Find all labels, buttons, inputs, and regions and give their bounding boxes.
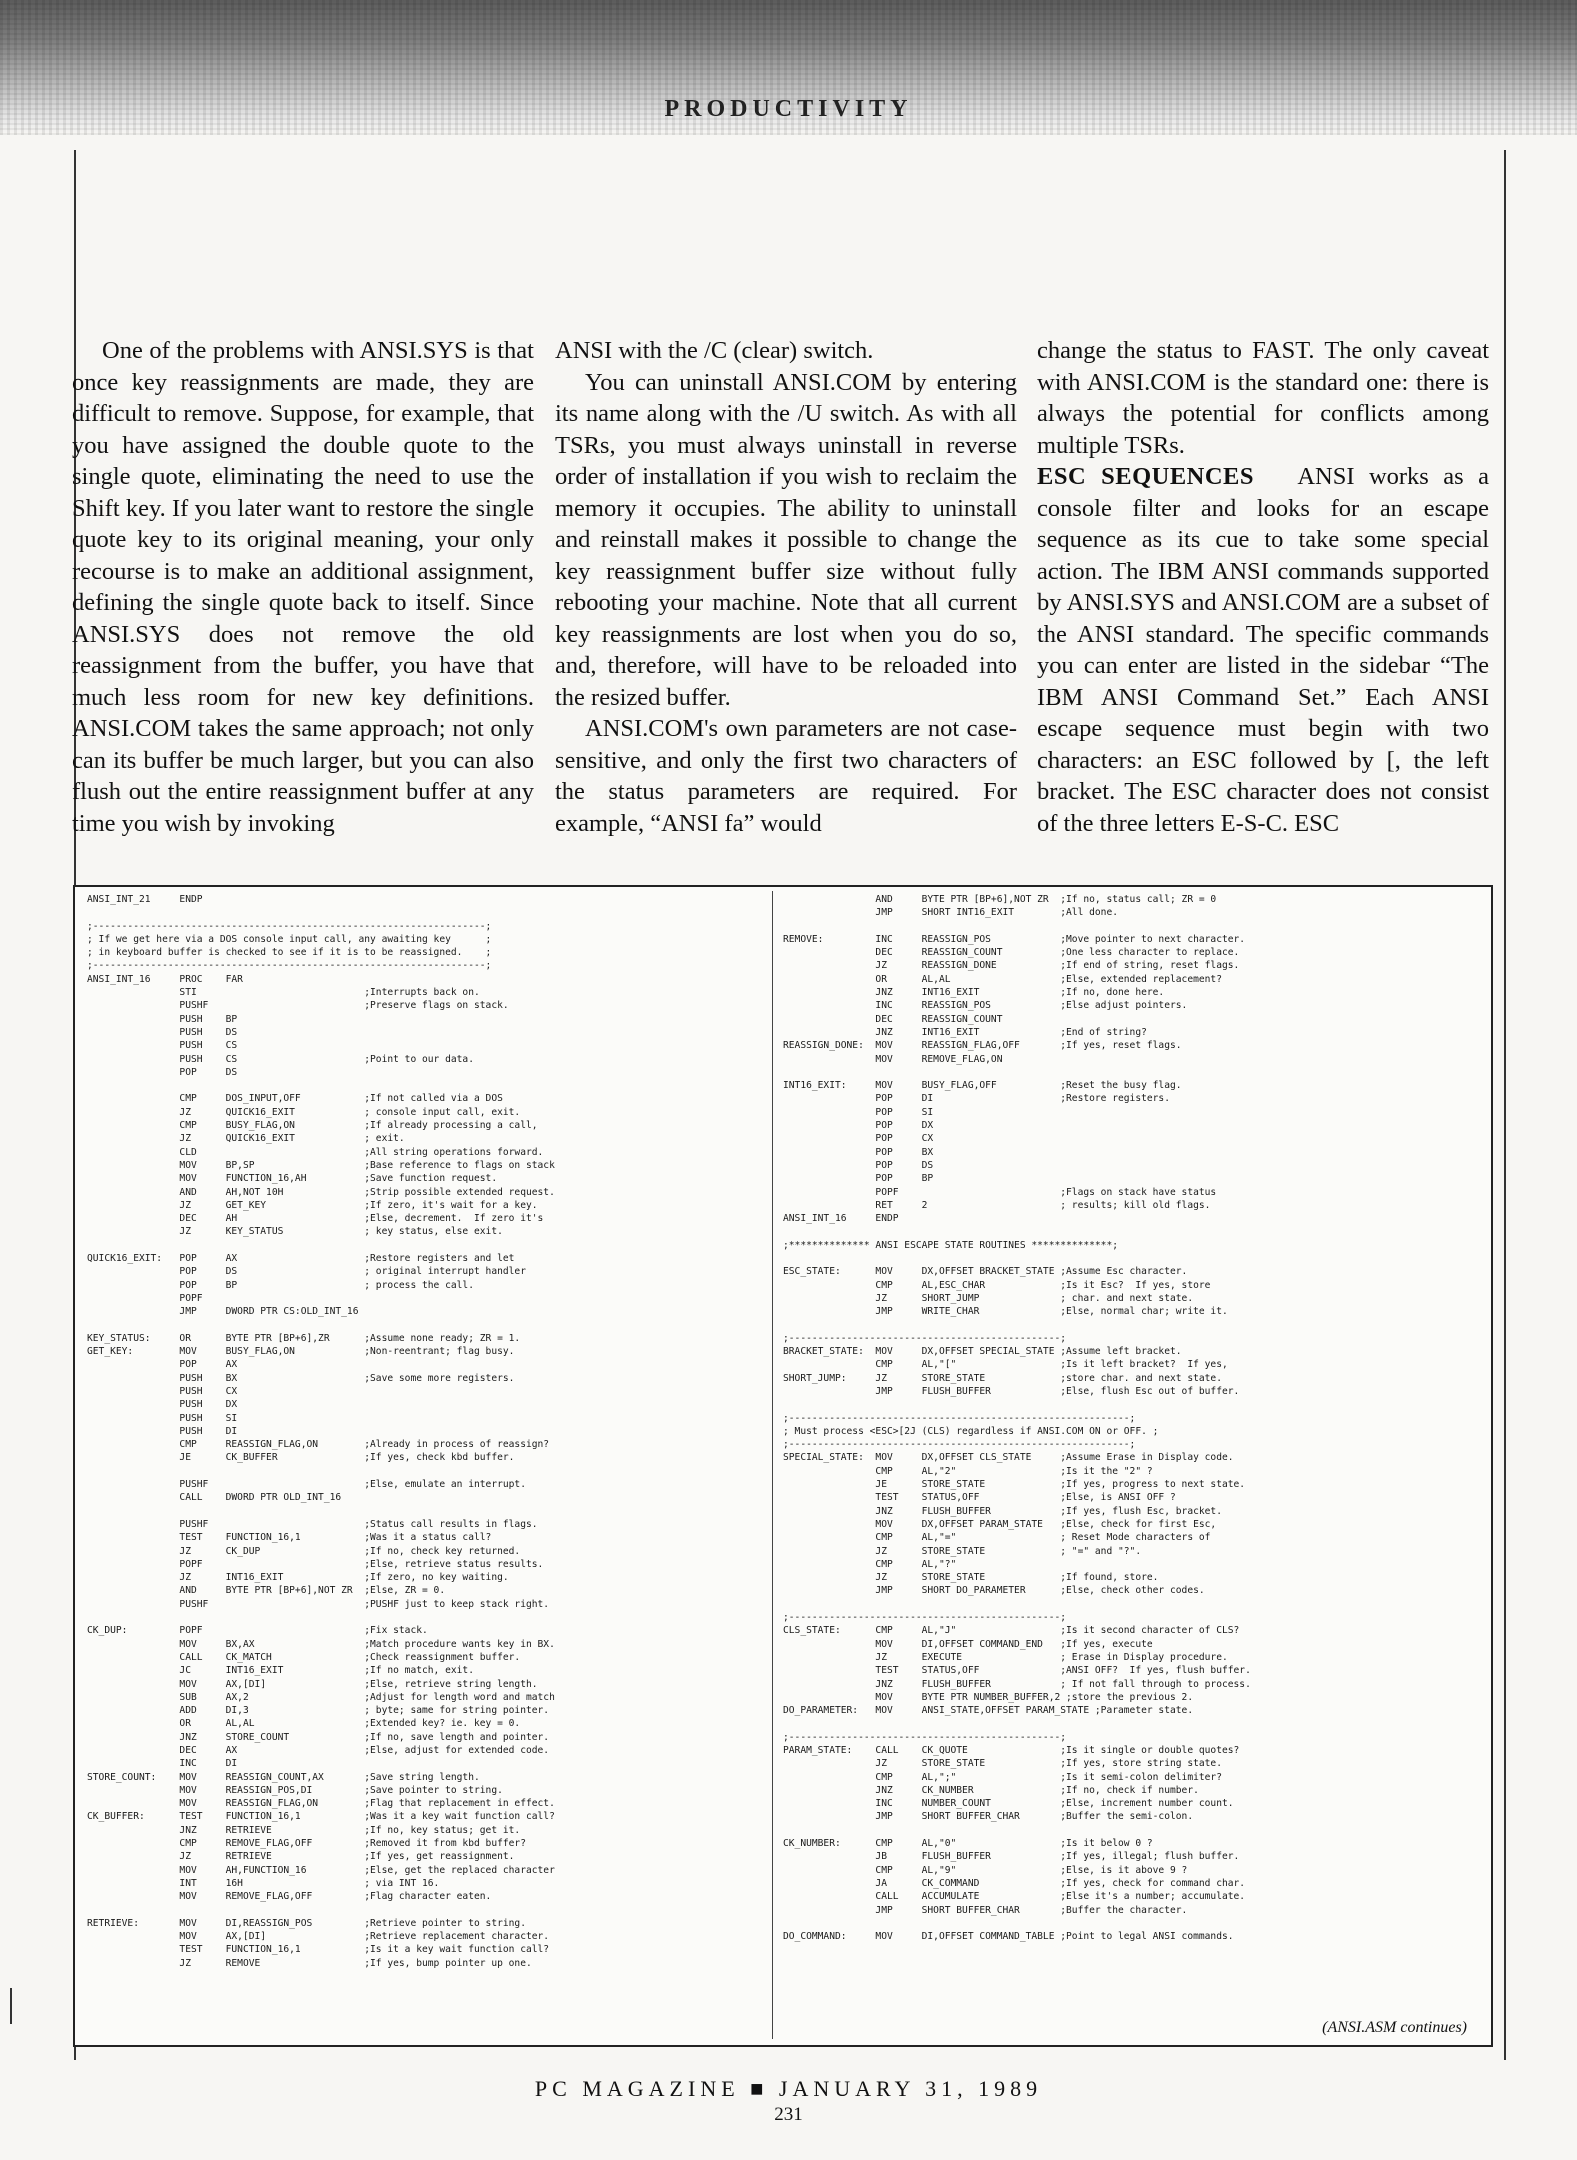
- text-column-3: [1037, 335, 1489, 839]
- paragraph-with-subhead: [1037, 461, 1489, 839]
- code-listing-box: [73, 885, 1493, 2047]
- paragraph: You can uninstall ANSI.COM by entering its name along with the /U switch. As with all TSRs, you must always uninstall in reverse order of installation if you wish to reclaim the memory it occupies. The ability to uninstall and reinstall makes it possible to change the key reassignment buffer size without fully rebooting your machine. Note that all current key reassignments are lost when you do so, and, therefore, will have to be reloaded into the resized buffer.: [555, 368, 1017, 711]
- paragraph: ANSI.COM's own parameters are not case-sensitive, and only the first two characters of the status parameters are required. For example, “ANSI fa” would: [555, 715, 1017, 837]
- column-divider: [772, 891, 773, 2039]
- paragraph-text: ANSI works as a console filter and looks for an escape sequence as its cue to take some special action. The IBM ANSI commands supported by ANSI.SYS and ANSI.COM are a subset of the ANSI standard. The specific commands you can enter are listed in the sidebar “The IBM ANSI Command Set.” Each ANSI escape sequence must begin with two characters: an ESC followed by [, the left bracket. The ESC character does not consist of the three letters E-S-C. ESC: [1037, 463, 1490, 837]
- page-footer: PC MAGAZINE ■ JANUARY 31, 1989: [534, 2076, 1043, 2101]
- text-column-1: [72, 335, 534, 839]
- paragraph: One of the problems with ANSI.SYS is that once key reassignments are made, they are difficult to remove. Suppose, for example, that you have assigned the double quote to the single quote, eliminating the need to use the Shift key. If you later want to restore the single quote key to its original meaning, your only recourse is to make an additional assignment, defining the single quote back to itself. Since ANSI.SYS does not remove the old reassignment from the buffer, you have that much less room for new key definitions. ANSI.COM takes the same approach; not only can its buffer be much larger, but you can also flush out the entire reassignment buffer at any time you wish by invoking: [72, 337, 534, 837]
- page-number: 231: [774, 2104, 803, 2125]
- code-listing-left: ANSI_INT_21 ENDP ;--------------------------------------------------------------------; ; If we get here via a DOS console input call, any awaiting key ; ; in keyboard buffer is checked to see if it is to be reassigned. ; ;--------------------------------------------------------------------; ANSI_INT_16 PROC FAR STI ;Interrupts back on. PUSHF ;Preserve flags on stack. PUSH BP PUSH DS PUSH CS PUSH CS ;Point to our data. POP DS CMP DOS_INPUT,OFF ;If not called via a DOS JZ QUICK16_EXIT ; console input call, exit. CMP BUSY_FLAG,ON ;If already processing a call, JZ QUICK16_EXIT ; exit. CLD ;All string operations forward. MOV BP,SP ;Base reference to flags on stack MOV FUNCTION_16,AH ;Save function request. AND AH,NOT 10H ;Strip possible extended request. JZ GET_KEY ;If zero, it's wait for a key. DEC AH ;Else, decrement. If zero it's JZ KEY_STATUS ; key status, else exit. QUICK16_EXIT: POP AX ;Restore registers and let POP DS ; original interrupt handler POP BP ; process the call. POPF JMP DWORD PTR CS:OLD_INT_16 KEY_STATUS: OR BYTE PTR [BP+6],ZR ;Assume none ready; ZR = 1. GET_KEY: MOV BUSY_FLAG,ON ;Non-reentrant; flag busy. POP AX PUSH BX ;Save some more registers. PUSH CX PUSH DX PUSH SI PUSH DI CMP REASSIGN_FLAG,ON ;Already in process of reassign? JE CK_BUFFER ;If yes, check kbd buffer. PUSHF ;Else, emulate an interrupt. CALL DWORD PTR OLD_INT_16 PUSHF ;Status call results in flags. TEST FUNCTION_16,1 ;Was it a status call? JZ CK_DUP ;If no, check key returned. POPF ;Else, retrieve status results. JZ INT16_EXIT ;If zero, no key waiting. AND BYTE PTR [BP+6],NOT ZR ;Else, ZR = 0. PUSHF ;PUSHF just to keep stack right. CK_DUP: POPF ;Fix stack. MOV BX,AX ;Match procedure wants key in BX. CALL CK_MATCH ;Check reassignment buffer. JC INT16_EXIT ;If no match, exit. MOV AX,[DI] ;Else, retrieve string length. SUB AX,2 ;Adjust for length word and match ADD DI,3 ; byte; same for string pointer. OR AL,AL ;Extended key? ie. key = 0. JNZ STORE_COUNT ;If no, save length and pointer. DEC AX ;Else, adjust for extended code. INC DI STORE_COUNT: MOV REASSIGN_COUNT,AX ;Save string length. MOV REASSIGN_POS,DI ;Save pointer to string. MOV REASSIGN_FLAG,ON ;Flag that replacement in effect. CK_BUFFER: TEST FUNCTION_16,1 ;Was it a key wait function call? JNZ RETRIEVE ;If no, key status; get it. CMP REMOVE_FLAG,OFF ;Removed it from kbd buffer? JZ RETRIEVE ;If yes, get reassignment. MOV AH,FUNCTION_16 ;Else, get the replaced character INT 16H ; via INT 16. MOV REMOVE_FLAG,OFF ;Flag character eaten. RETRIEVE: MOV DI,REASSIGN_POS ;Retrieve pointer to string. MOV AX,[DI] ;Retrieve replacement character. TEST FUNCTION_16,1 ;Is it a key wait function call? JZ REMOVE ;If yes, bump pointer up one.: [87, 894, 555, 1969]
- paragraph: ANSI with the /C (clear) switch.: [555, 337, 874, 364]
- code-listing-right: AND BYTE PTR [BP+6],NOT ZR ;If no, status call; ZR = 0 JMP SHORT INT16_EXIT ;All done. REMOVE: INC REASSIGN_POS ;Move pointer to next character. DEC REASSIGN_COUNT ;One less character to replace. JZ REASSIGN_DONE ;If end of string, reset flags. OR AL,AL ;Else, extended replacement? JNZ INT16_EXIT ;If no, done here. INC REASSIGN_POS ;Else adjust pointers. DEC REASSIGN_COUNT JNZ INT16_EXIT ;End of string? REASSIGN_DONE: MOV REASSIGN_FLAG,OFF ;If yes, reset flags. MOV REMOVE_FLAG,ON INT16_EXIT: MOV BUSY_FLAG,OFF ;Reset the busy flag. POP DI ;Restore registers. POP SI POP DX POP CX POP BX POP DS POP BP POPF ;Flags on stack have status RET 2 ; results; kill old flags. ANSI_INT_16 ENDP ;************** ANSI ESCAPE STATE ROUTINES **************; ESC_STATE: MOV DX,OFFSET BRACKET_STATE ;Assume Esc character. CMP AL,ESC_CHAR ;Is it Esc? If yes, store JZ SHORT_JUMP ; char. and next state. JMP WRITE_CHAR ;Else, normal char; write it. ;-----------------------------------------------; BRACKET_STATE: MOV DX,OFFSET SPECIAL_STATE ;Assume left bracket. CMP AL,"[" ;Is it left bracket? If yes, SHORT_JUMP: JZ STORE_STATE ;store char. and next state. JMP FLUSH_BUFFER ;Else, flush Esc out of buffer. ;-----------------------------------------------------------; ; Must process <ESC>[2J (CLS) regardless if ANSI.COM ON or OFF. ; ;-----------------------------------------------------------; SPECIAL_STATE: MOV DX,OFFSET CLS_STATE ;Assume Erase in Display code. CMP AL,"2" ;Is it the "2" ? JE STORE_STATE ;If yes, progress to next state. TEST STATUS,OFF ;Else, is ANSI OFF ? JNZ FLUSH_BUFFER ;If yes, flush Esc, bracket. MOV DX,OFFSET PARAM_STATE ;Else, check for first Esc, CMP AL,"=" ; Reset Mode characters of JZ STORE_STATE ; "=" and "?". CMP AL,"?" JZ STORE_STATE ;If found, store. JMP SHORT DO_PARAMETER ;Else, check other codes. ;-----------------------------------------------; CLS_STATE: CMP AL,"J" ;Is it second character of CLS? MOV DI,OFFSET COMMAND_END ;If yes, execute JZ EXECUTE ; Erase in Display procedure. TEST STATUS,OFF ;ANSI OFF? If yes, flush buffer. JNZ FLUSH_BUFFER ; If not fall through to process. MOV BYTE PTR NUMBER_BUFFER,2 ;store the previous 2. DO_PARAMETER: MOV ANSI_STATE,OFFSET PARAM_STATE ;Parameter state. ;-----------------------------------------------; PARAM_STATE: CALL CK_QUOTE ;Is it single or double quotes? JZ STORE_STATE ;If yes, store string state. CMP AL,";" ;Is it semi-colon delimiter? JNZ CK_NUMBER ;If no, check if number. INC NUMBER_COUNT ;Else, increment number count. JMP SHORT BUFFER_CHAR ;Buffer the semi-colon. CK_NUMBER: CMP AL,"0" ;Is it below 0 ? JB FLUSH_BUFFER ;If yes, illegal; flush buffer. CMP AL,"9" ;Else, is it above 9 ? JA CK_COMMAND ;If yes, check for command char. CALL ACCUMULATE ;Else it's a number; accumulate. JMP SHORT BUFFER_CHAR ;Buffer the character. DO_COMMAND: MOV DI,OFFSET COMMAND_TABLE ;Point to legal ANSI commands.: [783, 894, 1251, 1943]
- text-column-2: [555, 335, 1017, 839]
- section-banner: [0, 0, 1577, 135]
- margin-mark: [10, 1988, 12, 2024]
- paragraph: change the status to FAST. The only caveat with ANSI.COM is the standard one: there is always the potential for conflicts among multiple TSRs.: [1037, 337, 1489, 459]
- continued-note: (ANSI.ASM continues): [1322, 2019, 1467, 2036]
- section-title: PRODUCTIVITY: [664, 96, 913, 122]
- subhead: ESC SEQUENCES: [1037, 463, 1255, 490]
